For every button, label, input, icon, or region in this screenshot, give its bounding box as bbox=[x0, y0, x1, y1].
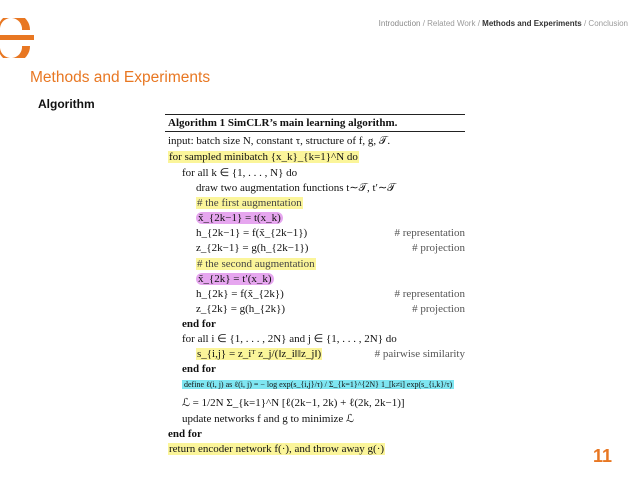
algo-line-for-ij: for all i ∈ {1, . . . , 2N} and j ∈ {1, . . . , 2N} do bbox=[182, 333, 397, 345]
comment-pairwise: # pairwise similarity bbox=[374, 348, 465, 360]
algorithm-header-rule bbox=[165, 131, 465, 132]
algo-line-first-aug: # the first augmentation bbox=[197, 197, 302, 209]
nav-conclusion[interactable]: / Conclusion bbox=[583, 19, 628, 28]
algorithm-header: Algorithm 1 SimCLR’s main learning algorithm. bbox=[168, 117, 398, 129]
algo-line-end-for-1: end for bbox=[182, 318, 216, 330]
algo-line-return: return encoder network f(·), and throw away g(·) bbox=[169, 443, 385, 455]
breadcrumb-nav bbox=[379, 19, 628, 28]
algo-line-z-even: z_{2k} = g(h_{2k}) bbox=[196, 303, 286, 315]
nav-introduction[interactable]: Introduction bbox=[378, 19, 421, 28]
algo-line-define-loss: define ℓ(i, j) as ℓ(i, j) = − log exp(s_{i,j}/τ) / Σ_{k=1}^{2N} 1_[k≠i] exp(s_{i,k}/τ) bbox=[184, 380, 453, 389]
comment-projection-1: # projection bbox=[412, 242, 465, 254]
algo-line-for-k: for all k ∈ {1, . . . , N} do bbox=[182, 167, 298, 179]
algo-line-h-even: h_{2k} = f(x̃_{2k}) bbox=[196, 288, 284, 300]
algo-line-similarity: s_{i,j} = z_iᵀ z_j/(‖z_i‖‖z_j‖) bbox=[197, 348, 322, 360]
nav-methods-experiments[interactable]: Methods and Experiments bbox=[482, 19, 582, 28]
algo-line-end-for-3: end for bbox=[168, 428, 202, 440]
comment-projection-2: # projection bbox=[412, 303, 465, 315]
algo-line-update: update networks f and g to minimize ℒ bbox=[182, 413, 354, 425]
algo-line-minibatch: for sampled minibatch {x_k}_{k=1}^N do bbox=[169, 151, 358, 163]
algo-line-z-odd: z_{2k−1} = g(h_{2k−1}) bbox=[196, 242, 309, 254]
algorithm-block bbox=[165, 114, 465, 459]
comment-representation-2: # representation bbox=[394, 288, 465, 300]
algo-line-total-loss: ℒ = 1/2N Σ_{k=1}^N [ℓ(2k−1, 2k) + ℓ(2k, 2k−1)] bbox=[182, 397, 405, 409]
page-number: 11 bbox=[593, 446, 613, 466]
nav-related-work[interactable]: / Related Work / bbox=[422, 19, 480, 28]
slide-subtitle: Algorithm bbox=[38, 97, 95, 111]
algorithm-top-rule bbox=[165, 114, 465, 115]
algo-line-draw: draw two augmentation functions t∼𝒯, t′∼𝒯 bbox=[196, 182, 396, 194]
algo-line-input: input: batch size N, constant τ, structure of f, g, 𝒯. bbox=[168, 135, 391, 147]
comment-representation-1: # representation bbox=[394, 227, 465, 239]
algo-line-end-for-2: end for bbox=[182, 363, 216, 375]
algo-line-h-odd: h_{2k−1} = f(x̃_{2k−1}) bbox=[196, 227, 308, 239]
algo-line-xtilde-even: x̃_{2k} = t′(x_k) bbox=[198, 273, 272, 285]
logo-icon bbox=[0, 18, 34, 58]
algo-line-second-aug: # the second augmentation bbox=[197, 258, 315, 270]
slide-title: Methods and Experiments bbox=[30, 69, 211, 86]
algo-line-xtilde-odd: x̃_{2k−1} = t(x_k) bbox=[198, 212, 281, 224]
